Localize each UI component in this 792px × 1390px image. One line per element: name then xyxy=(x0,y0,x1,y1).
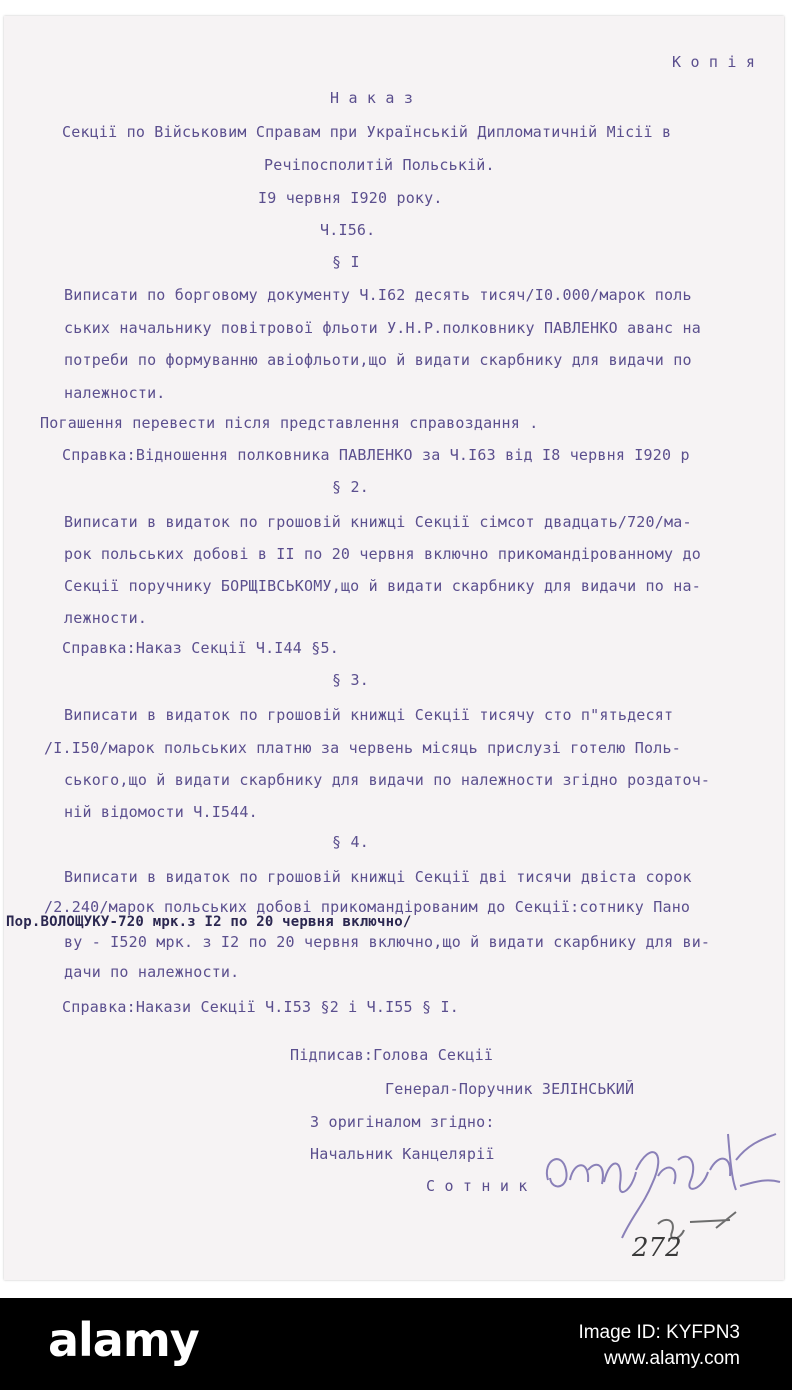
header-line-2: Речіпосполитій Польській. xyxy=(264,156,495,174)
section-4-line-2: /2.240/марок польських добові прикомандірованим до Секції:сотнику Пано xyxy=(44,898,691,916)
handwritten-signature xyxy=(540,1120,790,1280)
section-2-reference: Справка:Наказ Секції Ч.I44 §5. xyxy=(62,639,339,657)
stock-url: www.alamy.com xyxy=(604,1348,740,1369)
chancellery-head: Начальник Канцелярії xyxy=(310,1145,495,1163)
section-1-line-2: ських начальнику повітрової фльоти У.Н.Р.полковнику ПАВЛЕНКО аванс на xyxy=(64,319,701,337)
signer-rank-name: Генерал-Поручник ЗЕЛІНСЬКИЙ xyxy=(385,1080,635,1098)
section-4-line-4: дачи по належности. xyxy=(64,963,240,981)
officer-rank: С о т н и к xyxy=(426,1177,528,1195)
section-1-extra: Погашення перевести після представлення справоздання . xyxy=(40,414,539,432)
section-1-line-4: належности. xyxy=(64,384,166,402)
section-1-line-3: потреби по формуванню авіофльоти,що й видати скарбнику для видачи по xyxy=(64,351,692,369)
section-1-line-1: Виписати по борговому документу Ч.I62 десять тисяч/I0.000/марок поль xyxy=(64,286,692,304)
header-line-1: Секції по Військовим Справам при Українській Дипломатичній Місії в xyxy=(62,123,672,141)
section-2-mark: § 2. xyxy=(332,478,369,496)
copy-mark: К о п і я xyxy=(672,53,756,71)
section-4-reference: Справка:Накази Секції Ч.I53 §2 і Ч.I55 § I. xyxy=(62,998,459,1016)
signed-by: Підписав:Голова Секції xyxy=(290,1046,494,1064)
section-1-mark: § I xyxy=(332,253,360,271)
document-number: Ч.I56. xyxy=(320,221,376,239)
section-2-line-2: рок польських добові в II по 20 червня включно прикомандірованному до xyxy=(64,545,701,563)
image-id: Image ID: KYFPN3 xyxy=(578,1322,740,1343)
section-2-line-1: Виписати в видаток по грошовій книжці Секції сімсот двадцать/720/ма- xyxy=(64,513,692,531)
section-3-mark: § 3. xyxy=(332,671,369,689)
section-4-mark: § 4. xyxy=(332,833,369,851)
document-date: I9 червня I920 року. xyxy=(258,189,443,207)
handwritten-number: 272 xyxy=(632,1233,682,1263)
section-4-line-1: Виписати в видаток по грошовій книжці Секції дві тисячи двіста сорок xyxy=(64,868,692,886)
section-3-line-4: ній відомости Ч.I544. xyxy=(64,803,258,821)
section-1-reference: Справка:Відношення полковника ПАВЛЕНКО за Ч.I63 від I8 червня I920 р xyxy=(62,446,690,464)
section-2-line-4: лежности. xyxy=(64,609,148,627)
certified-copy: З оригіналом згідно: xyxy=(310,1113,495,1131)
alamy-logo: alamy xyxy=(48,1313,199,1367)
section-2-line-3: Секції поручнику БОРЩІВСЬКОМУ,що й видати скарбнику для видачи по на- xyxy=(64,577,701,595)
section-3-line-1: Виписати в видаток по грошовій книжці Секції тисячу сто п"ятьдесят xyxy=(64,706,674,724)
section-4-line-3: ву - I520 мрк. з I2 по 20 червня включно,що й видати скарбнику для ви- xyxy=(64,933,711,951)
section-4-overtype: Пор.ВОЛОЩУКУ-720 мрк.з I2 по 20 червня включно/ xyxy=(6,914,412,930)
section-3-line-3: ського,що й видати скарбнику для видачи по належности згідно роздаточ- xyxy=(64,771,711,789)
document-title: Н а к а з xyxy=(330,89,414,107)
section-3-line-2: /I.I50/марок польських платню за червень місяць прислузі готелю Поль- xyxy=(44,739,681,757)
